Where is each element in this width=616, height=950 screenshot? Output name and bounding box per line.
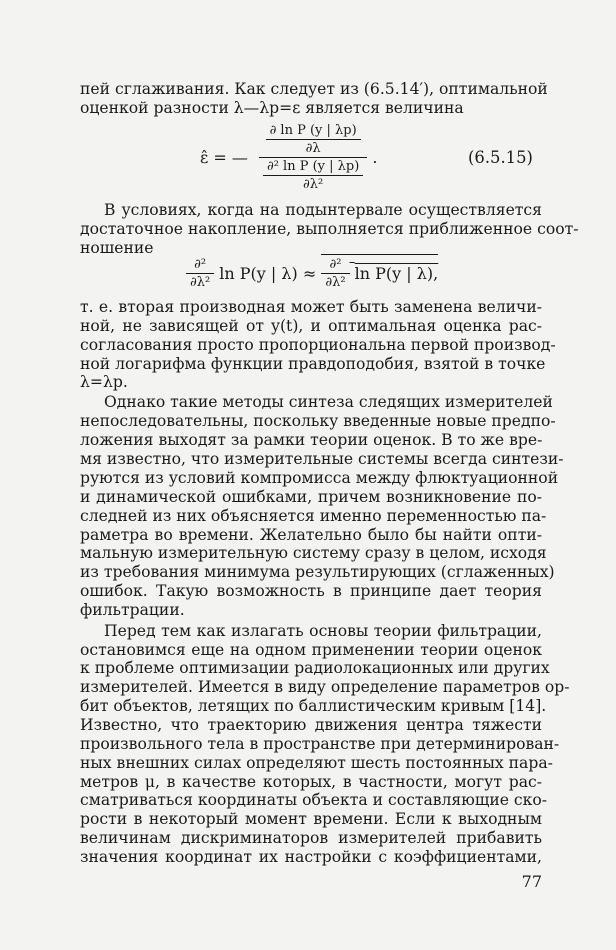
text-line: из требования минимума результирующих (сглаженных) <box>80 563 555 582</box>
eq2-left-num: ∂² <box>186 257 214 274</box>
text-line: достаточное накопление, выполняется приближенное соот- <box>80 220 579 239</box>
eq2-right-num: ∂² <box>321 257 349 274</box>
eq-lhs: ε̂ = — <box>200 148 248 168</box>
text-line: мя известно, что измерительные системы всегда синтези- <box>80 450 564 469</box>
text-line: т. е. вторая производная может быть заменена величи- <box>80 298 542 317</box>
eq-numerator <box>266 123 361 156</box>
text-line: ношение <box>80 238 154 257</box>
eq2-right-fraction <box>321 257 349 290</box>
eq2-left-fraction <box>186 257 214 290</box>
text-line: пей сглаживания. Как следует из (6.5.14′), оптимальной <box>80 80 548 98</box>
text-line: раметра во времени. Желательно было бы найти опти- <box>80 525 542 544</box>
text-line: мальную измерительную систему сразу в целом, исходя <box>80 544 547 563</box>
eq-den-bot: ∂λ² <box>303 177 324 193</box>
equation-6-5-15 <box>200 123 377 192</box>
eq2-right-den: ∂λ² <box>325 275 346 291</box>
eq-tail: . <box>372 148 378 168</box>
text-line: значения координат их настройки с коэффициентами, <box>80 848 542 866</box>
text-line: оценкой разности λ—λp=ε является величина <box>80 98 464 117</box>
eq-num-top: ∂ ln P (y | λp) <box>266 123 361 140</box>
text-line: бит объектов, летящих по баллистическим кривым [14]. <box>80 697 547 716</box>
text-line: фильтрации. <box>80 600 185 619</box>
text-line: и динамической ошибками, причем возникновение по- <box>80 487 542 506</box>
text-line: следней из них объясняется именно переменностью па- <box>80 506 547 525</box>
text-line: произвольного тела в пространстве при детерминирован- <box>80 734 560 753</box>
text-line: величинам дискриминаторов измерителей прибавить <box>80 829 542 848</box>
text-line: ошибок. Такую возможность в принципе дает теория <box>80 582 542 601</box>
eq-fraction <box>259 123 367 192</box>
text-line: непоследовательны, поскольку введенные новые предпо- <box>80 412 556 431</box>
text-line: В условиях, когда на подынтервале осуществляется <box>104 201 542 220</box>
text-line: рости в некоторый момент времени. Если к выходным <box>80 810 542 829</box>
eq2-overline-group <box>321 254 438 290</box>
eq2-right-tail: ln P(y | λ), <box>354 264 439 284</box>
equation-approx <box>186 254 438 290</box>
text-line: λ=λp. <box>80 372 128 391</box>
eq2-left-tail: ln P(y | λ) ≈ <box>219 264 317 284</box>
text-line: ной, не зависящей от y(t), и оптимальная оценка рас- <box>80 317 542 336</box>
text-line: Известно, что траекторию движения центра тяжести <box>80 715 542 734</box>
text-line: Перед тем как излагать основы теории фильтрации, <box>104 621 542 640</box>
page-number: 77 <box>521 872 542 891</box>
text-line: Однако такие методы синтеза следящих измерителей <box>104 393 553 412</box>
eq-num-bot: ∂λ <box>305 141 321 157</box>
text-line: к проблеме оптимизации радиолокационных или других <box>80 659 550 678</box>
eq2-left-den: ∂λ² <box>190 275 211 291</box>
text-line: остановимся еще на одном применении теории оценок <box>80 640 542 659</box>
eq-denominator <box>263 159 363 192</box>
text-line: измерителей. Имеется в виду определение параметров ор- <box>80 678 570 697</box>
text-line: метров μ, в качестве которых, в частности, могут рас- <box>80 772 542 791</box>
text-line: согласования просто пропорциональна первой производ- <box>80 336 556 354</box>
text-line: ложения выходят за рамки теории оценок. В то же вре- <box>80 431 543 450</box>
equation-number: (6.5.15) <box>468 148 533 168</box>
text-line: сматриваться координаты объекта и составляющие ско- <box>80 791 548 810</box>
text-line: руются из условий компромисса между флюктуационной <box>80 468 559 487</box>
text-line: ных внешних силах определяют шесть постоянных пара- <box>80 753 553 772</box>
text-line: ной логарифма функции правдоподобия, взятой в точке <box>80 354 546 373</box>
eq-den-top: ∂² ln P (y | λp) <box>263 159 363 176</box>
